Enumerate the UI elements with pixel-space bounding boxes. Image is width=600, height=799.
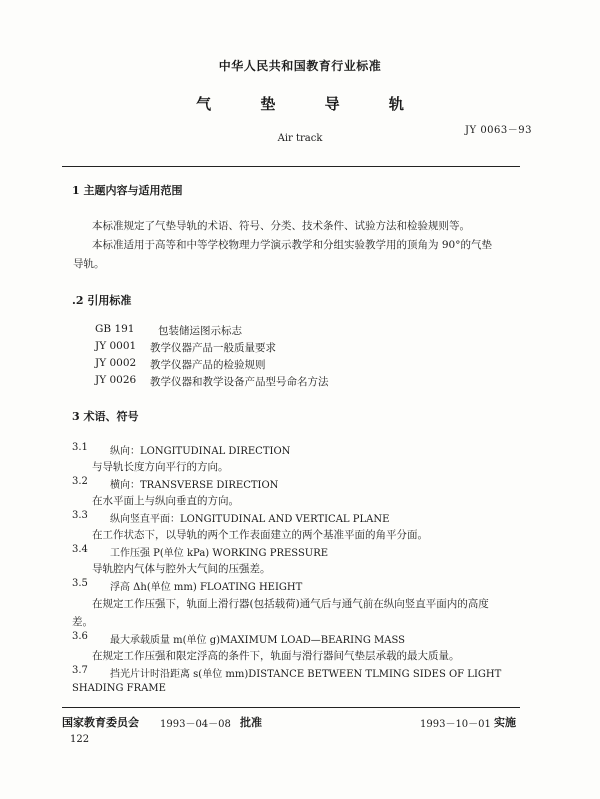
term-definition: 在水平面上与纵向垂直的方向。	[92, 495, 239, 507]
term-number: 3.7	[72, 665, 88, 676]
term-number: 3.6	[72, 631, 88, 642]
reference-name: 包装储运图示标志	[158, 325, 242, 337]
footer-rule	[62, 707, 520, 708]
term-name: 浮高 Δh(单位 mm) FLOATING HEIGHT	[110, 582, 303, 593]
document-title: 气 垫 导 轨	[196, 95, 426, 113]
section1-heading: 1 主题内容与适用范围	[72, 184, 183, 197]
term-definition: 导轨腔内气体与腔外大气间的压强差。	[92, 563, 271, 575]
approval-date: 1993－04－08	[160, 719, 231, 730]
section1-para1: 本标准规定了气垫导轨的术语、符号、分类、技术条件、试验方法和检验规则等。	[92, 220, 470, 232]
term-number: 3.5	[72, 578, 88, 589]
reference-name: 教学仪器产品一般质量要求	[150, 342, 276, 354]
reference-name: 教学仪器产品的检验规则	[150, 359, 266, 371]
reference-code: JY 0026	[95, 374, 137, 386]
approval-label: 批准	[240, 716, 262, 729]
issuing-authority: 国家教育委员会	[62, 716, 139, 729]
reference-code: GB 191	[95, 323, 135, 335]
section2-heading: .2 引用标准	[72, 294, 132, 307]
term-number: 3.2	[72, 476, 88, 487]
term-name: 挡光片计时沿距离 s(单位 mm)DISTANCE BETWEEN TLMING SIDES OF LIGHT	[110, 669, 502, 680]
english-title: Air track	[277, 133, 323, 144]
term-number: 3.1	[72, 442, 88, 453]
term-number: 3.3	[72, 510, 88, 521]
section1-para2-line2: 导轨。	[73, 258, 105, 270]
term-definition: 在工作状态下，以导轨的两个工作表面建立的两个基准平面的角平分面。	[92, 529, 428, 541]
section1-para2-line1: 本标准适用于高等和中等学校物理力学演示教学和分组实验教学用的顶角为 90°的气垫	[92, 239, 492, 251]
term-name: 纵向竖直平面：LONGITUDINAL AND VERTICAL PLANE	[110, 514, 390, 525]
issuing-body-title: 中华人民共和国教育行业标准	[218, 59, 382, 73]
term-name: 工作压强 P(单位 kPa) WORKING PRESSURE	[110, 548, 329, 559]
term-name: 纵向：LONGITUDINAL DIRECTION	[110, 446, 291, 457]
reference-code: JY 0001	[95, 340, 137, 352]
effective-date: 1993－10－01	[420, 719, 491, 730]
reference-code: JY 0002	[95, 357, 137, 369]
term-name: 横向：TRANSVERSE DIRECTION	[110, 480, 279, 491]
term-name: 最大承载质量 m(单位 g)MAXIMUM LOAD—BEARING MASS	[110, 635, 405, 646]
term-number: 3.4	[72, 544, 88, 555]
reference-name: 教学仪器和教学设备产品型号命名方法	[150, 376, 329, 388]
term-definition-continued: 差。	[72, 616, 93, 628]
term-definition: 与导轨长度方向平行的方向。	[92, 461, 229, 473]
term-definition: SHADING FRAME	[72, 683, 166, 694]
term-definition: 在规定工作压强下，轨面上滑行器(包括载荷)通气后与通气前在纵向竖直平面内的高度	[92, 598, 489, 610]
standard-number: JY 0063－93	[465, 125, 532, 136]
page-number: 122	[70, 734, 90, 745]
header-rule	[62, 166, 520, 167]
section3-heading: 3 术语、符号	[72, 410, 139, 423]
effective-label: 实施	[494, 716, 516, 729]
term-definition: 在规定工作压强和限定浮高的条件下，轨面与滑行器间气垫层承载的最大质量。	[92, 650, 460, 662]
